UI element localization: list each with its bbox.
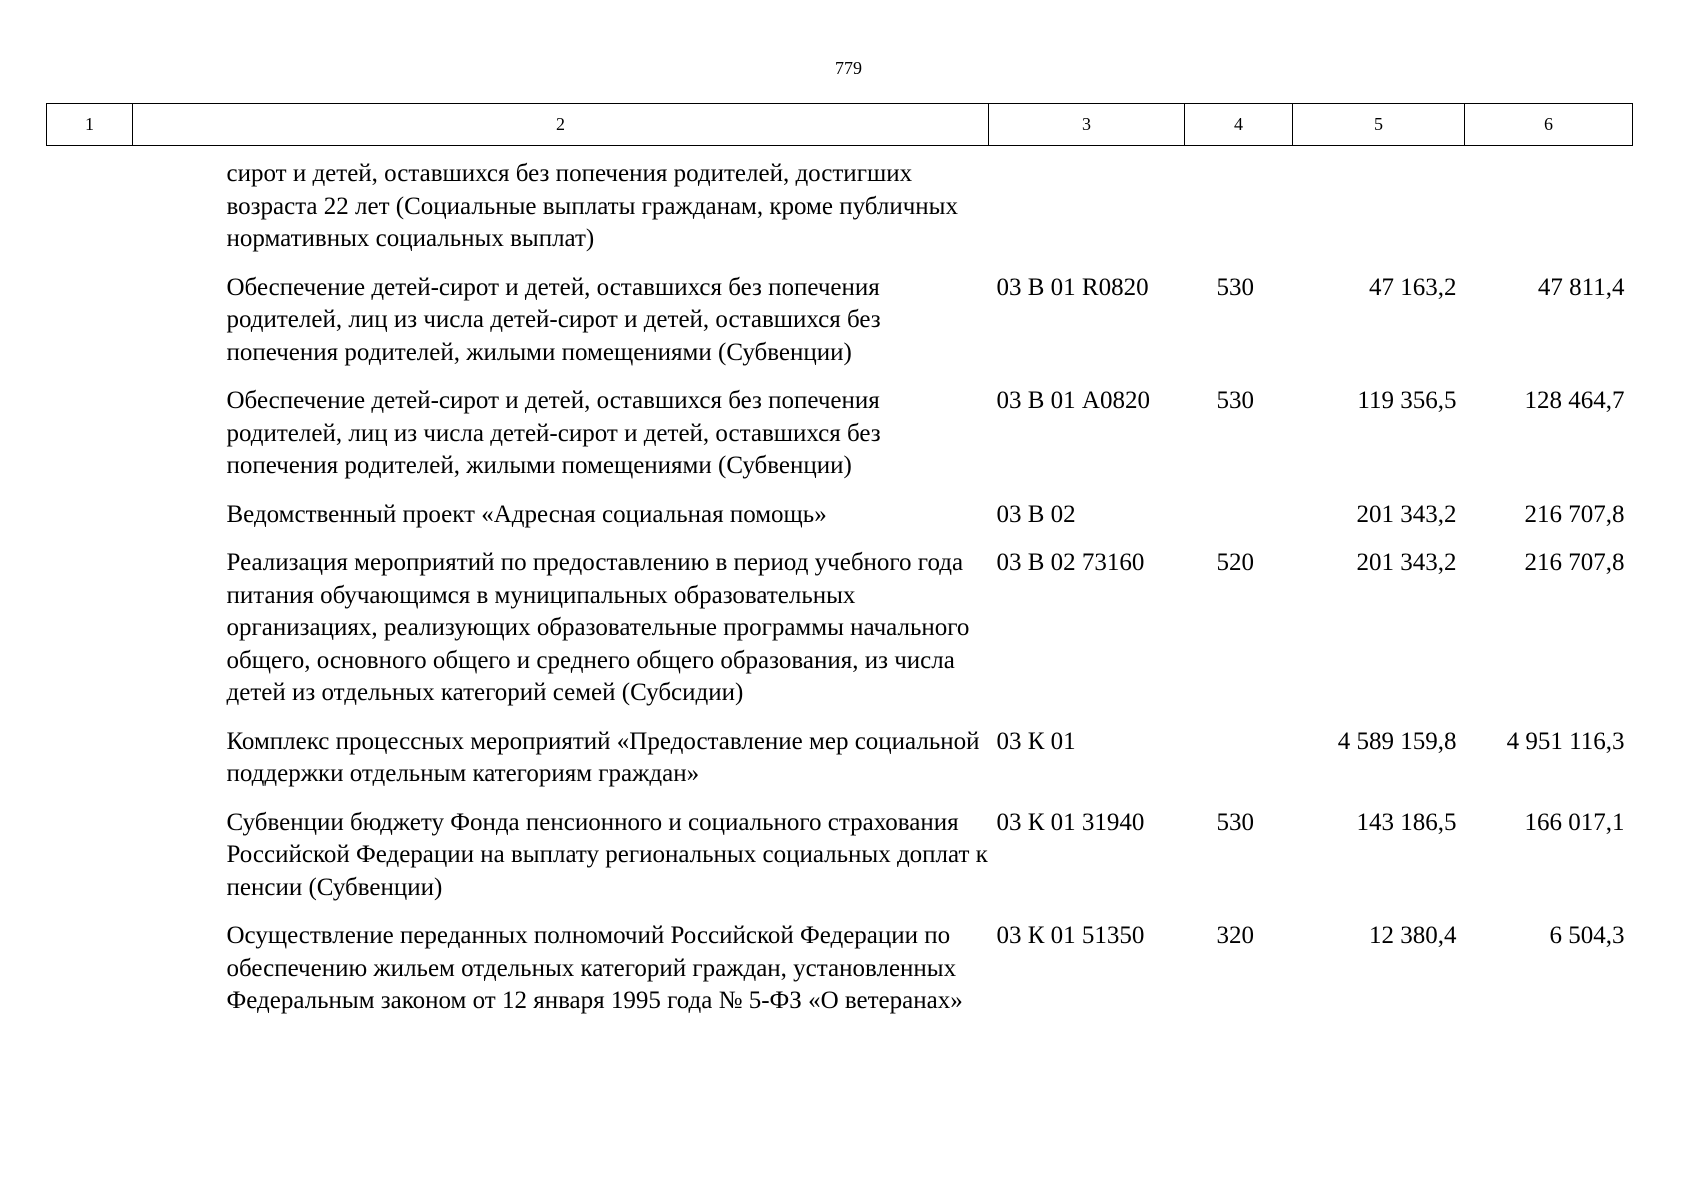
row-expense-type: 530 <box>1216 387 1254 414</box>
row-sum-col6: 216 707,8 <box>1524 500 1625 528</box>
row-code: 03 В 01 А0820 <box>996 387 1150 414</box>
row-name: сирот и детей, оставшихся без попечения родителей, достигших возраста 22 лет (Социальные выплаты гражданам, кроме публичных нормативных социальных выплат) <box>226 160 958 252</box>
column-header-1: 1 <box>47 104 133 146</box>
row-sum-col5: 201 343,2 <box>1356 549 1457 576</box>
row-name: Ведомственный проект «Адресная социальная помощь» <box>226 500 827 528</box>
table-row <box>47 272 1633 386</box>
row-sum-col6: 4 951 116,3 <box>1506 727 1625 755</box>
row-code: 03 К 01 <box>996 727 1076 755</box>
row-code: 03 В 02 <box>996 500 1076 528</box>
row-sum-col6: 47 811,4 <box>1537 273 1625 301</box>
table-row <box>47 547 1633 726</box>
row-sum-col5: 47 163,2 <box>1369 273 1457 301</box>
row-sum-col6: 216 707,8 <box>1524 549 1625 576</box>
row-sum-col6: 128 464,7 <box>1524 387 1625 414</box>
row-sum-col5: 12 380,4 <box>1369 922 1457 949</box>
column-header-3: 3 <box>989 104 1185 146</box>
row-number-cell <box>47 146 133 272</box>
row-sum-col5: 4 589 159,8 <box>1337 727 1457 755</box>
row-expense-type <box>1185 499 1293 548</box>
column-header-5: 5 <box>1293 104 1465 146</box>
row-sum-col6 <box>1465 146 1633 272</box>
row-expense-type: 530 <box>1216 808 1254 836</box>
row-number-cell <box>47 726 133 807</box>
row-sum-col6: 166 017,1 <box>1524 808 1625 836</box>
table-row <box>47 385 1633 499</box>
column-header-2: 2 <box>133 104 989 146</box>
table-header <box>47 104 1633 146</box>
table-row <box>47 499 1633 548</box>
row-name: Осуществление переданных полномочий Российской Федерации по обеспечению жильем отдельных категорий граждан, установленных Федеральным законом от 12 января 1995 года № 5-ФЗ «О ветеранах» <box>226 922 963 1014</box>
table-row <box>47 726 1633 807</box>
row-code: 03 К 01 31940 <box>996 808 1145 836</box>
row-name: Обеспечение детей-сирот и детей, оставшихся без попечения родителей, лиц из числа детей-сирот и детей, оставшихся без попечения родителей, жилыми помещениями (Субвенции) <box>226 273 881 366</box>
row-code: 03 К 01 51350 <box>996 922 1145 949</box>
budget-table <box>46 103 1633 1034</box>
row-sum-col5: 201 343,2 <box>1356 500 1457 528</box>
page-number: 779 <box>835 58 862 78</box>
table-body <box>47 146 1633 1034</box>
table-row <box>47 146 1633 272</box>
row-number-cell <box>47 499 133 548</box>
row-number-cell <box>47 385 133 499</box>
table-row <box>47 920 1633 1034</box>
row-expense-type <box>1185 726 1293 807</box>
header-row <box>47 104 1633 146</box>
column-header-4: 4 <box>1185 104 1293 146</box>
row-expense-type: 530 <box>1216 273 1254 301</box>
row-sum-col5: 143 186,5 <box>1356 808 1457 836</box>
row-code <box>989 146 1185 272</box>
row-code: 03 В 02 73160 <box>996 549 1145 576</box>
row-number-cell <box>47 807 133 921</box>
row-name: Реализация мероприятий по предоставлению в период учебного года питания обучающимся в муниципальных образовательных организациях, реализующих образовательные программы начального общего, основного общего и среднего общего образования, из числа детей из отдельных категорий семей (Субсидии) <box>226 549 970 706</box>
row-number-cell <box>47 920 133 1034</box>
row-number-cell <box>47 272 133 386</box>
row-expense-type: 520 <box>1216 549 1254 576</box>
row-code: 03 В 01 R0820 <box>996 273 1149 301</box>
row-number-cell <box>47 547 133 726</box>
row-name: Обеспечение детей-сирот и детей, оставшихся без попечения родителей, лиц из числа детей-сирот и детей, оставшихся без попечения родителей, жилыми помещениями (Субвенции) <box>226 387 881 479</box>
row-name: Комплекс процессных мероприятий «Предоставление мер социальной поддержки отдельным категориям граждан» <box>226 727 980 787</box>
row-expense-type: 320 <box>1216 922 1254 949</box>
table-row <box>47 807 1633 921</box>
row-sum-col6: 6 504,3 <box>1549 922 1625 949</box>
row-expense-type <box>1185 146 1293 272</box>
column-header-6: 6 <box>1465 104 1633 146</box>
row-sum-col5 <box>1293 146 1465 272</box>
row-name: Субвенции бюджету Фонда пенсионного и социального страхования Российской Федерации на выплату региональных социальных доплат к пенсии (Субвенции) <box>226 808 988 901</box>
row-sum-col5: 119 356,5 <box>1357 387 1457 414</box>
